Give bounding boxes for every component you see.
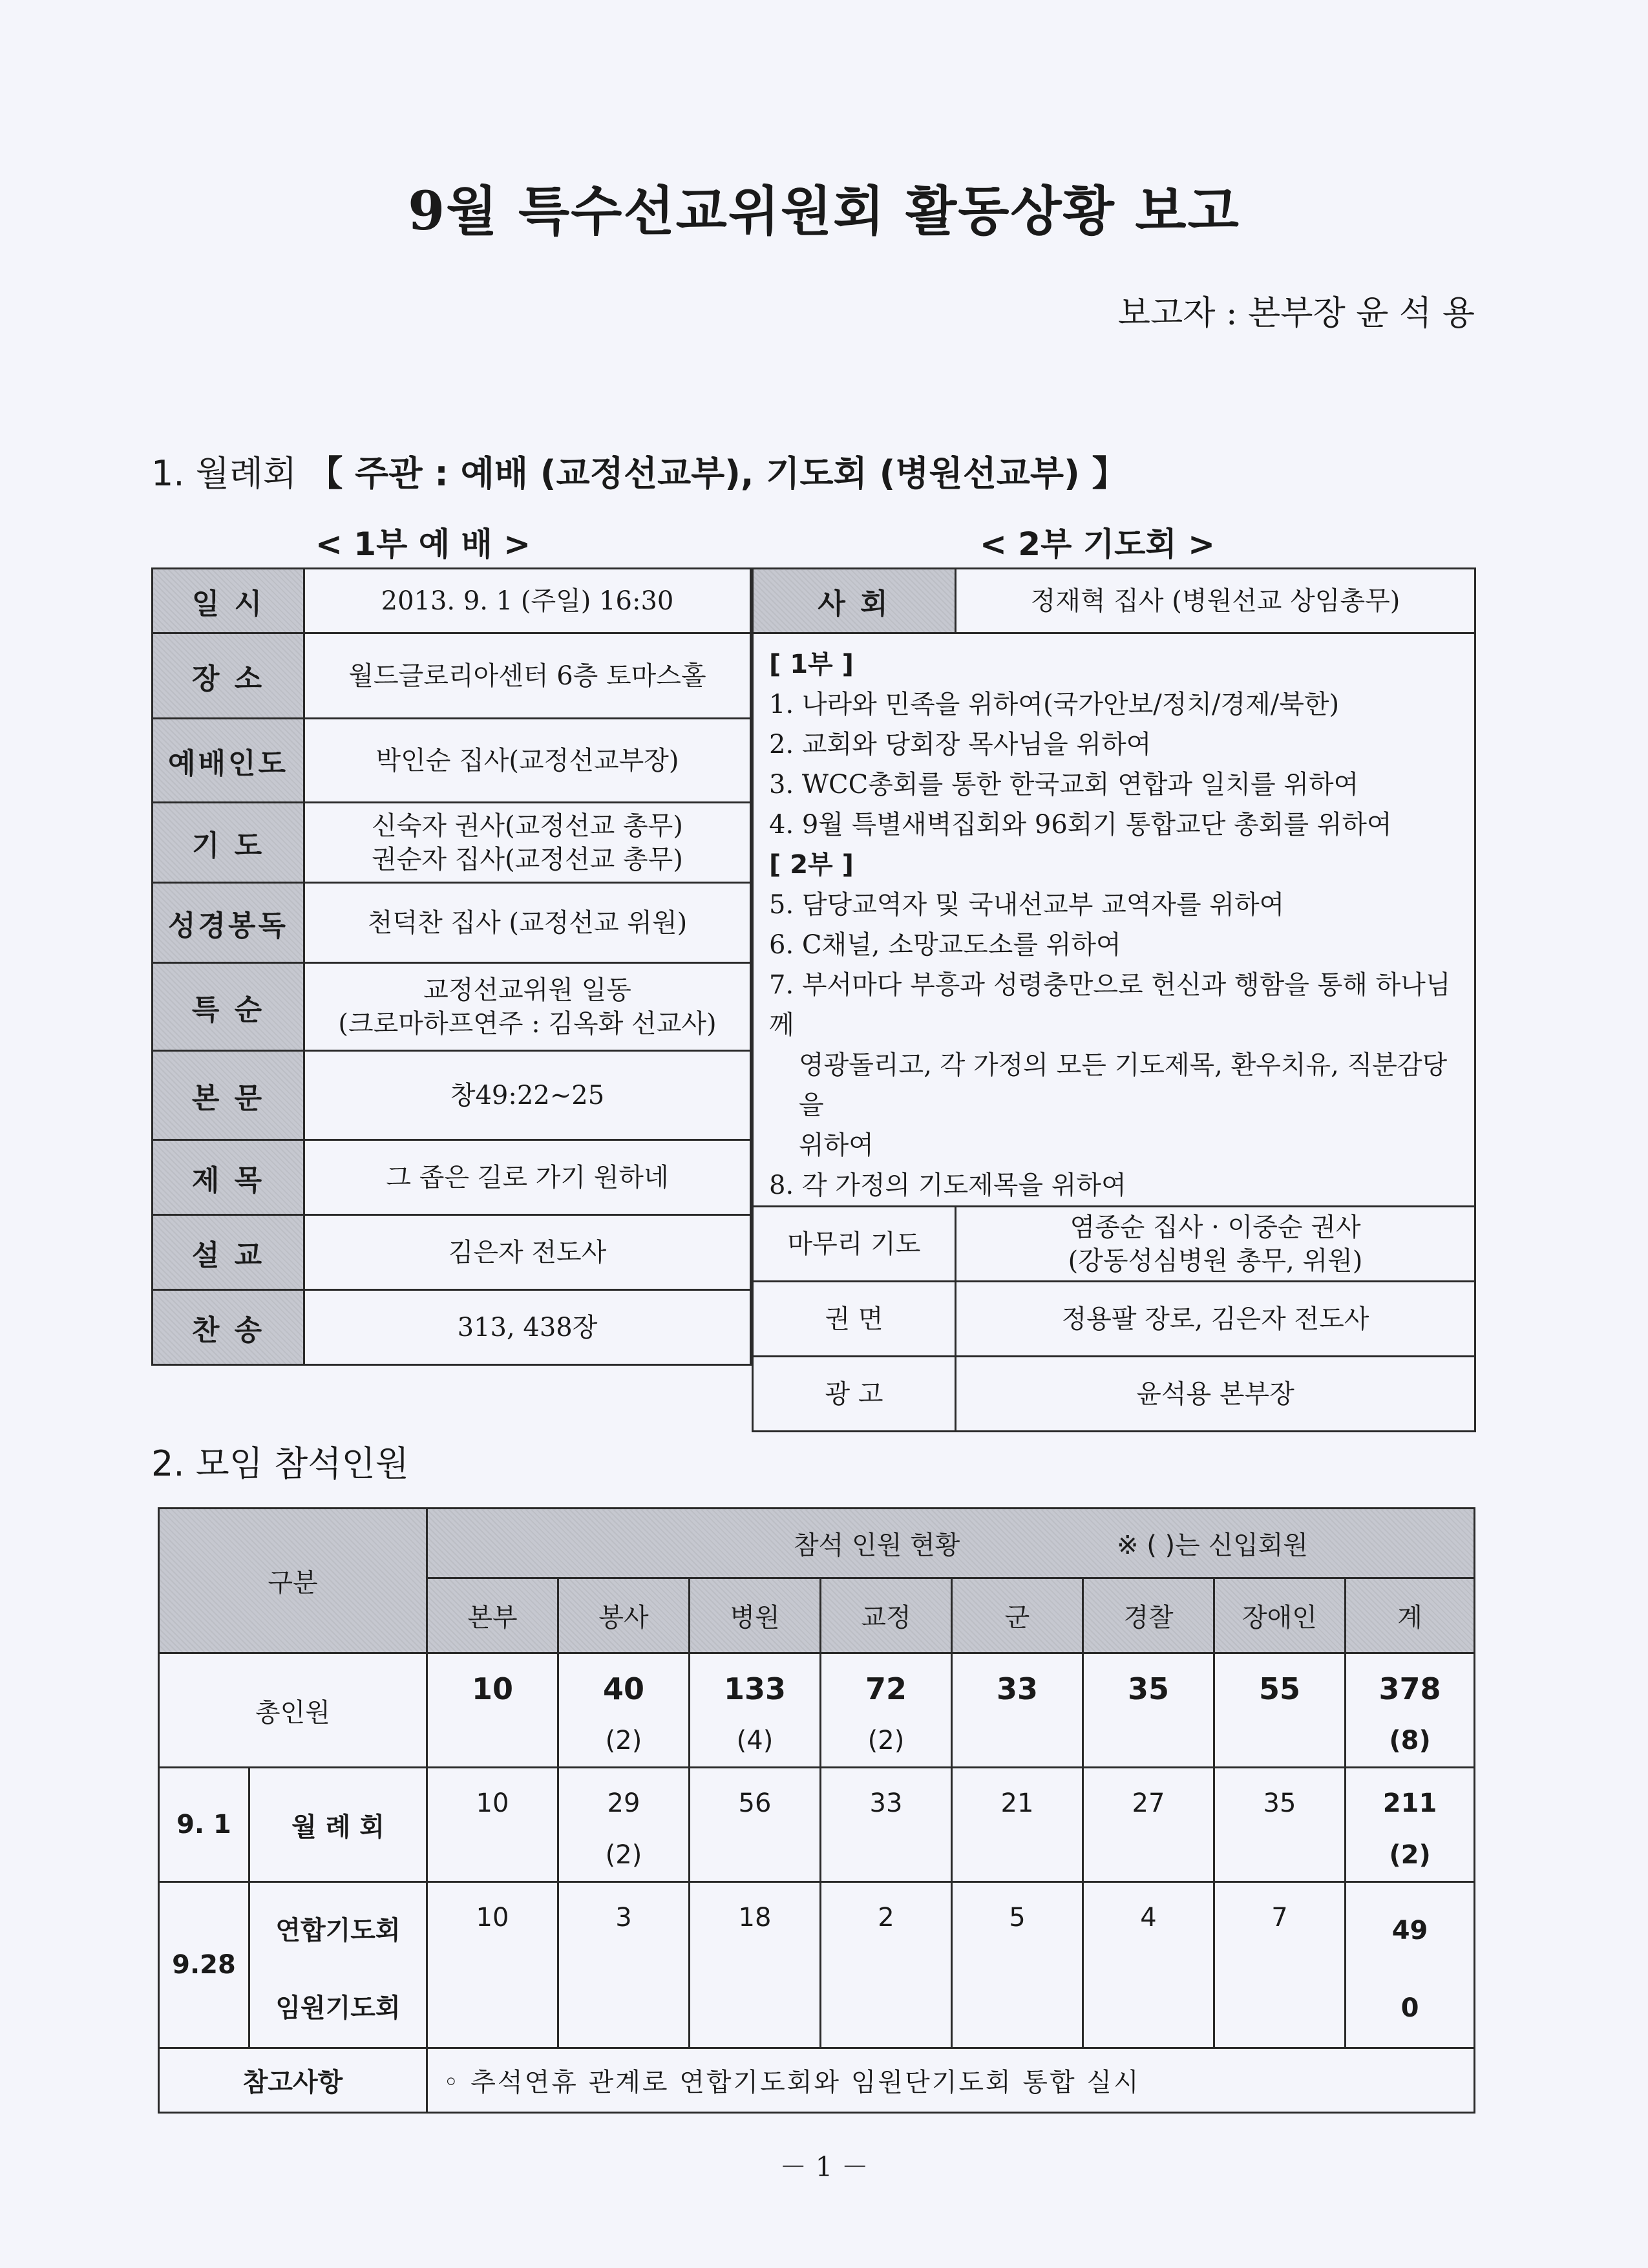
worship-row: [153, 1290, 751, 1365]
prayer-item-continued: 위하여: [799, 1130, 874, 1160]
column-header: 본부: [427, 1578, 558, 1653]
prayer-closing-line: (강동성심병원 총무, 위원): [1068, 1245, 1363, 1276]
worship-value: [304, 803, 751, 883]
total-new: (8): [1389, 1726, 1431, 1755]
part2-title: < 2부 기도회 >: [980, 525, 1216, 563]
worship-label: 기 도: [153, 803, 304, 883]
total-cell: [1214, 1653, 1346, 1768]
cell-value: 27: [1132, 1788, 1165, 1818]
part1-title: < 1부 예 배 >: [315, 525, 531, 563]
total-cell: [558, 1653, 690, 1768]
prayer-notice-row: [753, 1357, 1475, 1432]
cell: [1083, 1768, 1214, 1882]
worship-value: 월드글로리아센터 6층 토마스홀: [304, 633, 751, 719]
cell-value: 56: [738, 1788, 772, 1818]
prayer-item: 4. 9월 특별새벽집회와 96회기 통합교단 총회를 위하여: [769, 810, 1392, 840]
prayer-item: 3. WCC총회를 통한 한국교회 연합과 일치를 위하여: [769, 770, 1359, 800]
column-header: 병원: [690, 1578, 821, 1653]
section2-heading: 2. 모임 참석인원: [151, 1443, 409, 1484]
column-header: 봉사: [558, 1578, 690, 1653]
cell: 2: [821, 1882, 952, 2048]
cell-value: 10: [476, 1788, 509, 1818]
col-group-header: 구분: [159, 1509, 427, 1653]
cell-value: 21: [1000, 1788, 1034, 1818]
row-label: 연합기도회: [275, 1916, 401, 1945]
worship-label: 특 순: [153, 963, 304, 1051]
notes-value: ◦ 추석연휴 관계로 연합기도회와 임원단기도회 통합 실시: [427, 2048, 1475, 2113]
total-value: 55: [1258, 1671, 1300, 1706]
total-value: 35: [1127, 1671, 1169, 1706]
cell-value: 0: [1400, 1993, 1419, 2023]
prayer-topics: [753, 633, 1475, 1207]
worship-value: 2013. 9. 1 (주일) 16:30: [304, 569, 751, 633]
column-header: 군: [952, 1578, 1083, 1653]
total-cell: [1083, 1653, 1214, 1768]
reporter-line: 보고자 : 본부장 윤 석 용: [1117, 294, 1475, 333]
total-value: 33: [996, 1671, 1038, 1706]
cell: 18: [690, 1882, 821, 2048]
cell: [690, 1768, 821, 1882]
cell: 5: [952, 1882, 1083, 2048]
cell-value: 35: [1263, 1788, 1296, 1818]
row-label: 월 례 회: [249, 1768, 427, 1882]
total-cell: [690, 1653, 821, 1768]
worship-row: [153, 963, 751, 1051]
worship-label: 본 문: [153, 1051, 304, 1140]
cell: 7: [1214, 1882, 1346, 2048]
prayer-item: 8. 각 가정의 기도제목을 위하여: [769, 1171, 1126, 1200]
prayer-host-label: 사 회: [753, 569, 956, 633]
prayer-closing-label: 마무리 기도: [753, 1207, 956, 1282]
prayer-meetings-row: [159, 1882, 1475, 2048]
worship-row: [153, 569, 751, 633]
new-member-note: ※ ( )는 신입회원: [1117, 1531, 1309, 1560]
prayer-closing-value: [956, 1207, 1475, 1282]
cell: [427, 1768, 558, 1882]
worship-label: 찬 송: [153, 1290, 304, 1365]
total-row: [159, 1653, 1475, 1768]
worship-label: 성경봉독: [153, 883, 304, 963]
column-header: 장애인: [1214, 1578, 1346, 1653]
prayer-closing-row: [753, 1207, 1475, 1282]
total-cell: [1346, 1653, 1475, 1768]
worship-value: [304, 963, 751, 1051]
prayer-notice-value: 윤석용 본부장: [956, 1357, 1475, 1432]
worship-row: [153, 1051, 751, 1140]
total-new: (2): [867, 1726, 905, 1755]
page-title: 9월 특수선교위원회 활동상황 보고: [408, 180, 1240, 242]
cell-value: 29: [607, 1788, 640, 1818]
status-header: [427, 1509, 1475, 1578]
prayer-item: 1. 나라와 민족을 위하여(국가안보/정치/경제/북한): [769, 690, 1340, 719]
prayer-item: 5. 담당교역자 및 국내선교부 교역자를 위하여: [769, 890, 1285, 920]
prayer-host-row: [753, 569, 1475, 633]
cell-value: 49: [1391, 1916, 1428, 1945]
prayer-host-value: 정재혁 집사 (병원선교 상임총무): [956, 569, 1475, 633]
section1-heading-text: 1. 월례회: [151, 453, 297, 494]
column-header: 교정: [821, 1578, 952, 1653]
worship-value: 김은자 전도사: [304, 1215, 751, 1290]
total-value: 133: [723, 1671, 787, 1706]
status-header-text: 참석 인원 현황: [794, 1531, 960, 1560]
row-label: 임원기도회: [275, 1993, 401, 2023]
column-header: 계: [1346, 1578, 1475, 1653]
total-value: 378: [1379, 1671, 1441, 1706]
worship-value-line: (크로마하프연주 : 김옥화 선교사): [338, 1008, 717, 1039]
section1-heading-bracket: 【 주관 : 예배 (교정선교부), 기도회 (병원선교부) 】: [308, 453, 1127, 494]
prayer-exhort-value: 정용팔 장로, 김은자 전도사: [956, 1282, 1475, 1357]
prayer-closing-line: 염종순 집사 · 이중순 권사: [1070, 1212, 1361, 1242]
cell: [1214, 1768, 1346, 1882]
notes-row: [159, 2048, 1475, 2113]
worship-value-line: 권순자 집사(교정선교 총무): [372, 844, 683, 874]
cell-value: 33: [869, 1788, 903, 1818]
total-cell: [427, 1653, 558, 1768]
page-number: － 1 －: [779, 2151, 869, 2183]
attendance-table: [158, 1507, 1475, 2114]
worship-row: [153, 1215, 751, 1290]
worship-value-line: 교정선교위원 일동: [423, 975, 631, 1005]
prayer-exhort-label: 권 면: [753, 1282, 956, 1357]
worship-row: [153, 719, 751, 803]
prayer-exhort-row: [753, 1282, 1475, 1357]
cell-new: (2): [1389, 1840, 1431, 1870]
prayer-item: 2. 교회와 당회장 목사님을 위하여: [769, 730, 1152, 759]
worship-row: [153, 1140, 751, 1215]
prayer-item: 6. C채널, 소망교도소를 위하여: [769, 930, 1121, 960]
worship-label: 예배인도: [153, 719, 304, 803]
prayer-part2-label: [ 2부 ]: [769, 850, 854, 880]
total-cell: [821, 1653, 952, 1768]
cell-new: (2): [605, 1840, 642, 1870]
cell: [821, 1768, 952, 1882]
cell: [1346, 1768, 1475, 1882]
cell: 4: [1083, 1882, 1214, 2048]
cell: [952, 1768, 1083, 1882]
total-value: 72: [865, 1671, 907, 1706]
worship-row: [153, 803, 751, 883]
cell: [558, 1768, 690, 1882]
total-value: 40: [602, 1671, 644, 1706]
monthly-row: [159, 1768, 1475, 1882]
worship-label: 제 목: [153, 1140, 304, 1215]
worship-value: 313, 438장: [304, 1290, 751, 1365]
cell: 3: [558, 1882, 690, 2048]
worship-value-line: 신숙자 권사(교정선교 총무): [372, 811, 683, 841]
total-new: (2): [605, 1726, 642, 1755]
worship-label: 장 소: [153, 633, 304, 719]
row-labels: [249, 1882, 427, 2048]
total-value: 10: [471, 1671, 513, 1706]
total-label: 총인원: [159, 1653, 427, 1768]
worship-value: 그 좁은 길로 가기 원하네: [304, 1140, 751, 1215]
date-label: 9. 1: [159, 1768, 249, 1882]
attendance-header-row: [159, 1509, 1475, 1578]
total-cell: [952, 1653, 1083, 1768]
worship-row: [153, 633, 751, 719]
column-header: 경찰: [1083, 1578, 1214, 1653]
cell-value: 211: [1382, 1788, 1437, 1818]
worship-value: 박인순 집사(교정선교부장): [304, 719, 751, 803]
prayer-table: [752, 567, 1476, 1432]
worship-value: 천덕찬 집사 (교정선교 위원): [304, 883, 751, 963]
worship-value: 창49:22~25: [304, 1051, 751, 1140]
prayer-item: 7. 부서마다 부흥과 성령충만으로 헌신과 행함을 통해 하나님께: [769, 970, 1451, 1040]
notes-label: 참고사항: [159, 2048, 427, 2113]
worship-label: 설 교: [153, 1215, 304, 1290]
worship-row: [153, 883, 751, 963]
total-cell: [1346, 1882, 1475, 2048]
total-new: (4): [736, 1726, 774, 1755]
prayer-item-continued: 영광돌리고, 각 가정의 모든 기도제목, 환우치유, 직분감당을: [799, 1050, 1448, 1120]
worship-label: 일 시: [153, 569, 304, 633]
prayer-part1-label: [ 1부 ]: [769, 650, 854, 679]
date-label: 9.28: [159, 1882, 249, 2048]
worship-table: [151, 567, 752, 1366]
cell: 10: [427, 1882, 558, 2048]
prayer-notice-label: 광 고: [753, 1357, 956, 1432]
prayer-topics-row: [753, 633, 1475, 1207]
section1-heading: [151, 446, 1127, 496]
